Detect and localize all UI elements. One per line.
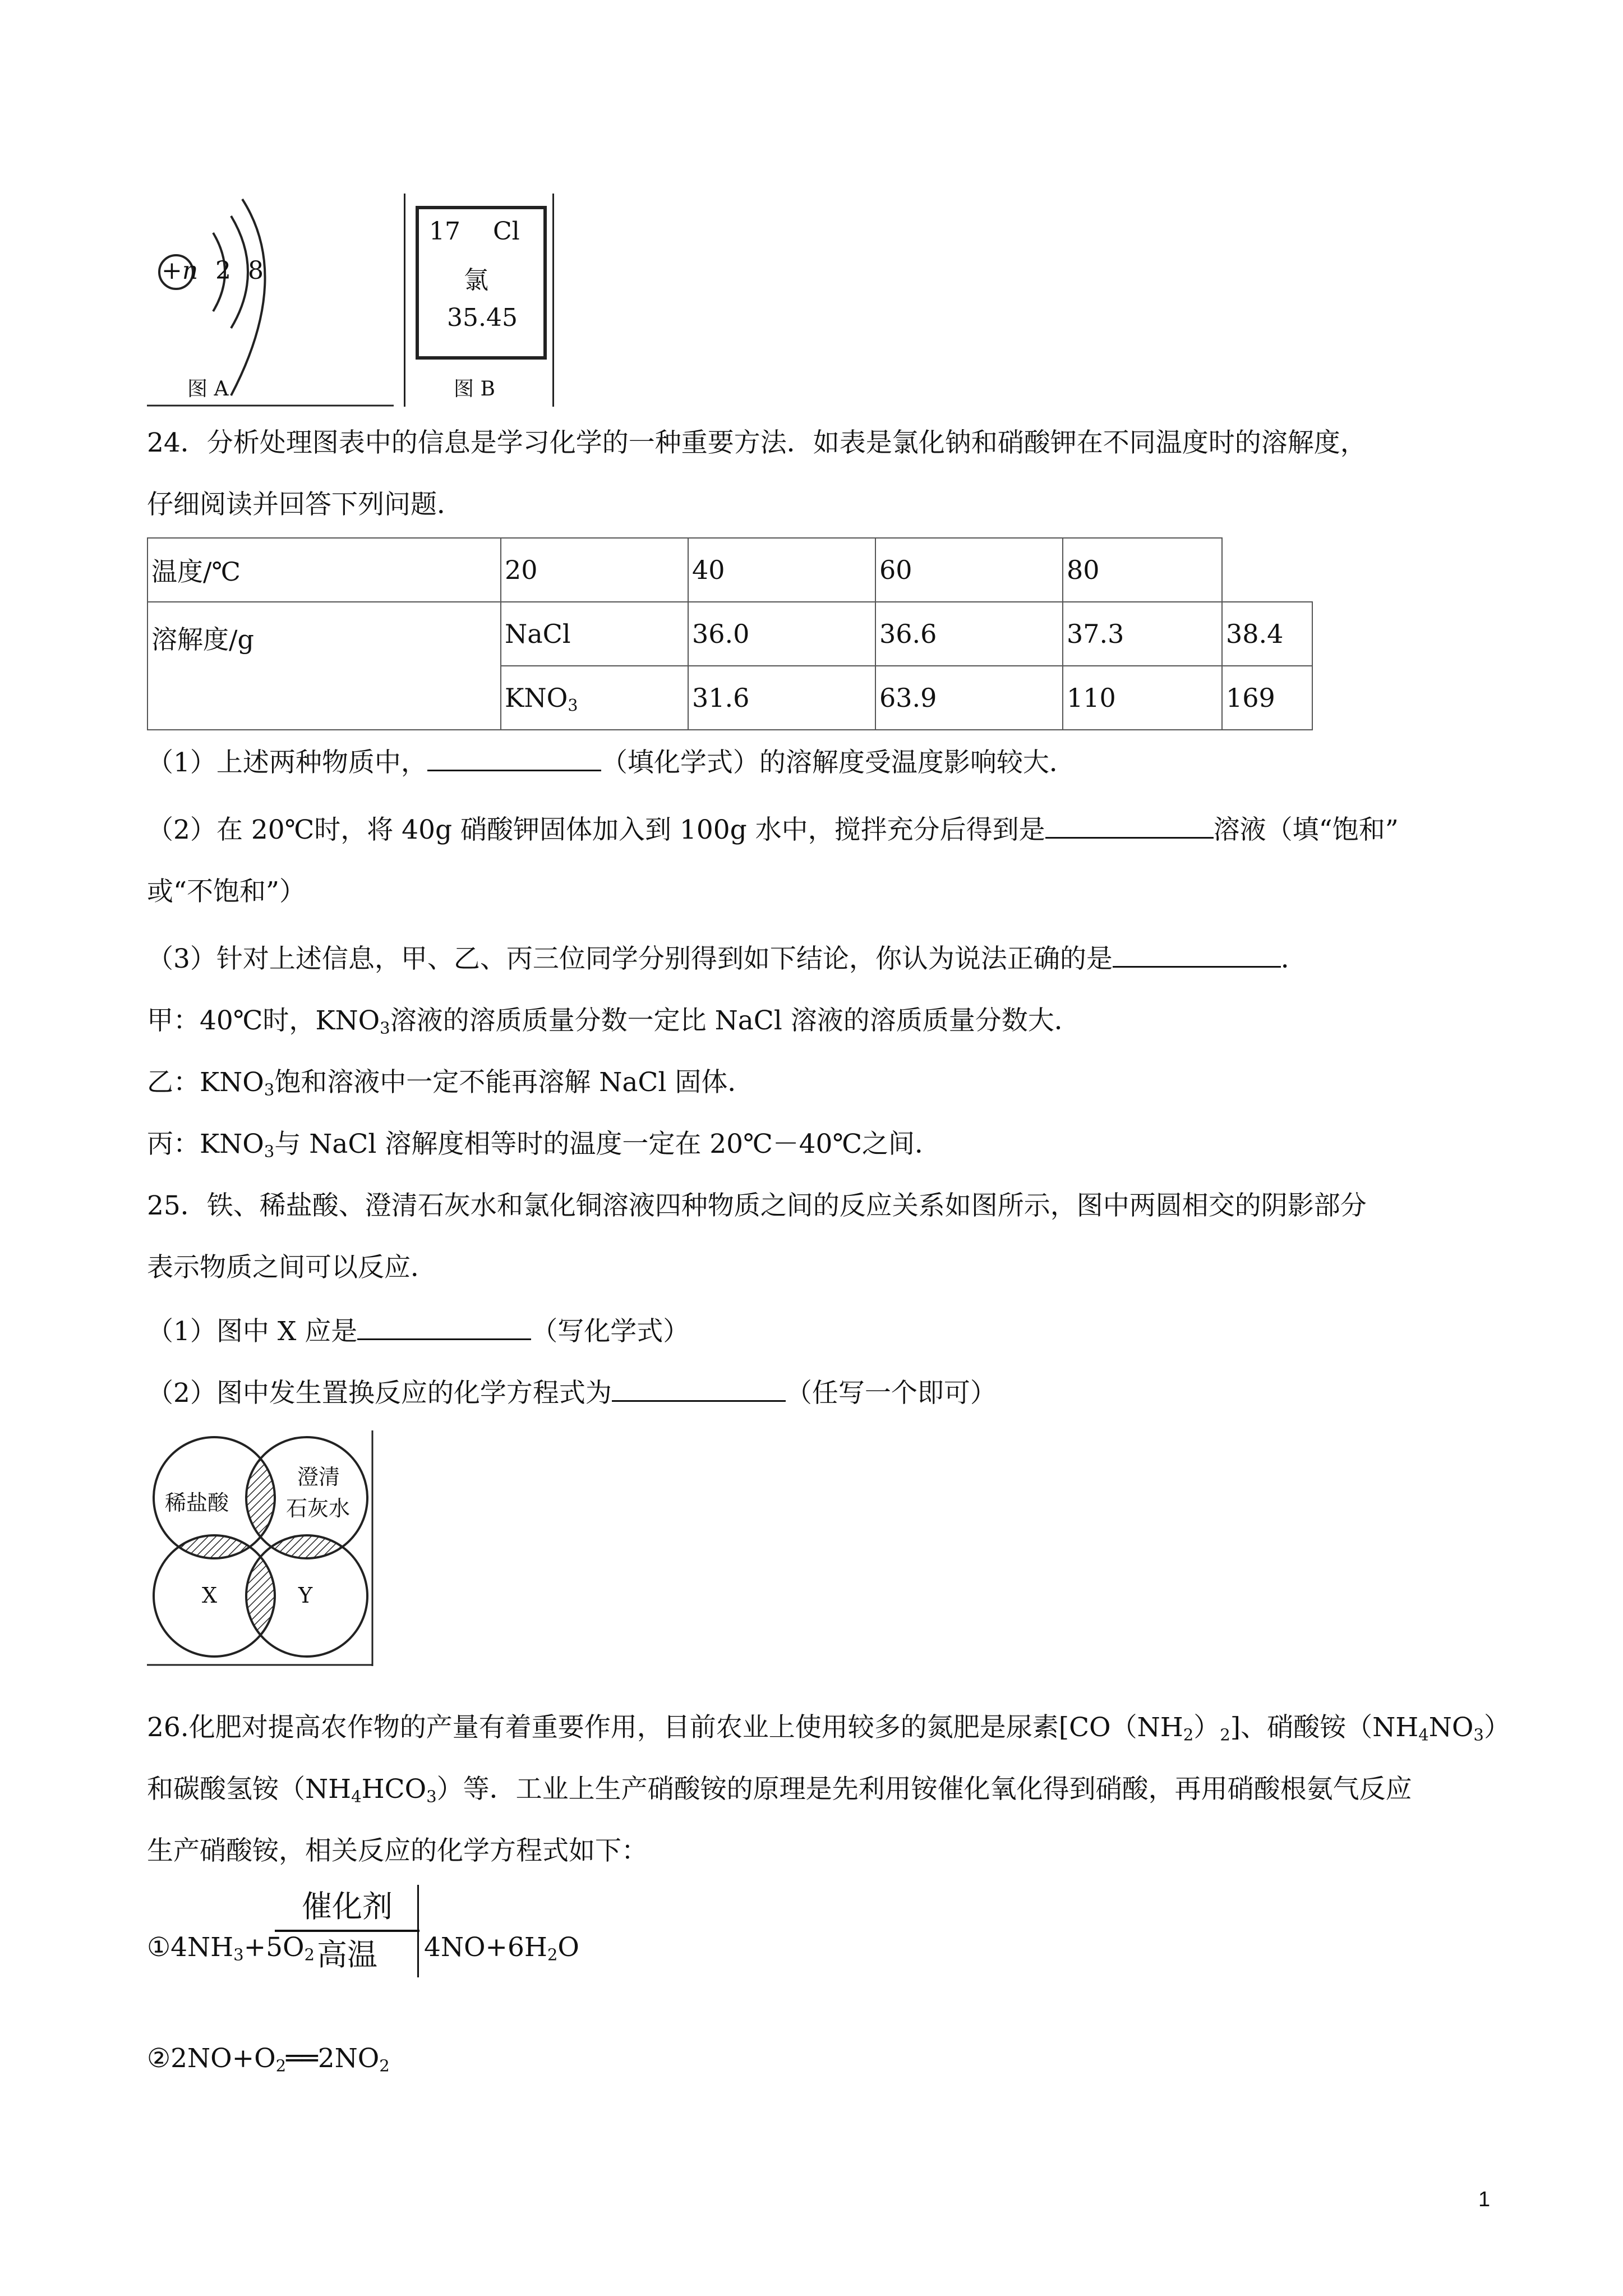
empty-cell	[1312, 666, 1316, 730]
element-card	[404, 194, 554, 407]
answer-blank[interactable]	[1113, 941, 1281, 968]
equation-1: $①4NH_3+5O_2$	[147, 1932, 315, 1964]
condition-bracket	[417, 1885, 419, 1977]
temp-cell: 80	[1063, 538, 1222, 602]
equation-1-products: $4NO+6H_2O$	[424, 1932, 579, 1964]
solubility-table	[147, 537, 1317, 730]
q24-option-bing: 丙：$KNO_3$与 NaCl 溶解度相等时的温度一定在 20℃－40℃之间．	[147, 1129, 942, 1161]
q24-option-jia: 甲：40℃时，$KNO_3$溶液的溶质质量分数一定比 NaCl 溶液的溶质质量分数大．	[147, 1005, 1081, 1038]
catalyst-label: 催化剂	[302, 1889, 393, 1924]
kno3-value-cell: 63.9	[875, 666, 1063, 730]
q24-stem-line-1: 24．分析处理图表中的信息是学习化学的一种重要方法．如表是氯化钠和硝酸钾在不同温度时的溶解度，	[147, 427, 1367, 458]
q24-stem-line-2: 仔细阅读并回答下列问题．	[147, 489, 463, 520]
q24-part-2: （2）在 20℃时，将 40g 硝酸钾固体加入到 100g 水中，搅拌充分后得到是 溶液（填“饱和”	[147, 812, 1399, 847]
table-row	[147, 602, 1316, 666]
q25-stem-line-2: 表示物质之间可以反应．	[147, 1252, 437, 1283]
nacl-value-cell: 36.6	[875, 602, 1063, 666]
venn-diagram	[147, 1430, 377, 1666]
element-tile	[416, 206, 547, 360]
nacl-value-cell: 37.3	[1063, 602, 1222, 666]
answer-blank[interactable]	[1045, 812, 1214, 839]
venn-label-y: Y	[298, 1583, 313, 1608]
q26-line-2: 和碳酸氢铵$(NH_4HCO_3)$等．工业上生产硝酸铵的原理是先利用铵催化氧化得到硝酸，再用硝酸根氨气反应	[147, 1774, 1412, 1806]
element-symbol: Cl	[493, 217, 520, 246]
atom-nucleus: +n	[162, 256, 199, 285]
nacl-label-cell: NaCl	[501, 602, 688, 666]
q26-line-3: 生产硝酸铵，相关反应的化学方程式如下：	[147, 1835, 648, 1866]
q26-line-1: 26.化肥对提高农作物的产量有着重要作用，目前农业上使用较多的氮肥是尿素$[CO(NH_2)_2]$、硝酸铵$(NH_4NO_3)$	[147, 1712, 1510, 1745]
venn-label-clear: 澄清	[297, 1465, 340, 1489]
venn-circles	[147, 1430, 377, 1666]
answer-blank[interactable]	[427, 745, 601, 771]
nacl-value-cell: 36.0	[688, 602, 875, 666]
kno3-value-cell: 110	[1063, 666, 1222, 730]
nacl-value-cell: 38.4	[1222, 602, 1312, 666]
element-name: 氯	[464, 266, 488, 295]
atom-shell-2: 8	[248, 256, 264, 285]
figure-b-label: 图 B	[454, 378, 495, 401]
q25-part-2: （2）图中发生置换反应的化学方程式为 （任写一个即可）	[147, 1375, 997, 1410]
condition-divider	[275, 1930, 419, 1932]
temp-cell: 20	[501, 538, 688, 602]
high-temp-label: 高温	[317, 1937, 377, 1972]
figures-ab	[147, 194, 562, 407]
q24-part-1: （1）上述两种物质中， （填化学式）的溶解度受温度影响较大．	[147, 745, 1076, 780]
kno3-label-cell: $KNO_3$	[501, 666, 688, 730]
q25-stem-line-1: 25．铁、稀盐酸、澄清石灰水和氯化铜溶液四种物质之间的反应关系如图所示，图中两圆相交的阴影部分	[147, 1190, 1367, 1221]
empty-cell	[1222, 538, 1312, 602]
reaction-condition	[275, 1885, 419, 1977]
q24-part-2-cont: 或“不饱和”）	[147, 876, 306, 907]
q24-option-yi: 乙：$KNO_3$饱和溶液中一定不能再溶解 NaCl 固体．	[147, 1067, 754, 1099]
atom-structure-diagram	[147, 194, 394, 407]
answer-blank[interactable]	[357, 1314, 531, 1340]
element-mass: 35.45	[447, 303, 518, 332]
page-number: 1	[1478, 2188, 1491, 2211]
venn-label-limewater: 石灰水	[286, 1496, 351, 1521]
temp-cell: 60	[875, 538, 1063, 602]
venn-label-x: X	[202, 1583, 218, 1608]
q25-part-1: （1）图中 X 应是 （写化学式）	[147, 1314, 689, 1349]
atom-shell-1: 2	[215, 256, 231, 285]
q24-part-3: （3）针对上述信息，甲、乙、丙三位同学分别得到如下结论，你认为说法正确的是 ．	[147, 941, 1307, 976]
equation-2: $②2NO+O_2══2NO_2$	[147, 2043, 390, 2076]
element-number: 17	[429, 217, 460, 246]
table-row	[147, 538, 1316, 602]
temp-label-cell: 温度/℃	[147, 538, 501, 602]
kno3-value-cell: 169	[1222, 666, 1312, 730]
figure-a-label: 图 A	[187, 378, 229, 401]
temp-cell: 40	[688, 538, 875, 602]
venn-label-hydrochloric-acid: 稀盐酸	[165, 1490, 229, 1515]
answer-blank[interactable]	[612, 1375, 786, 1402]
solubility-label-cell: 溶解度/g	[147, 602, 501, 730]
kno3-value-cell: 31.6	[688, 666, 875, 730]
